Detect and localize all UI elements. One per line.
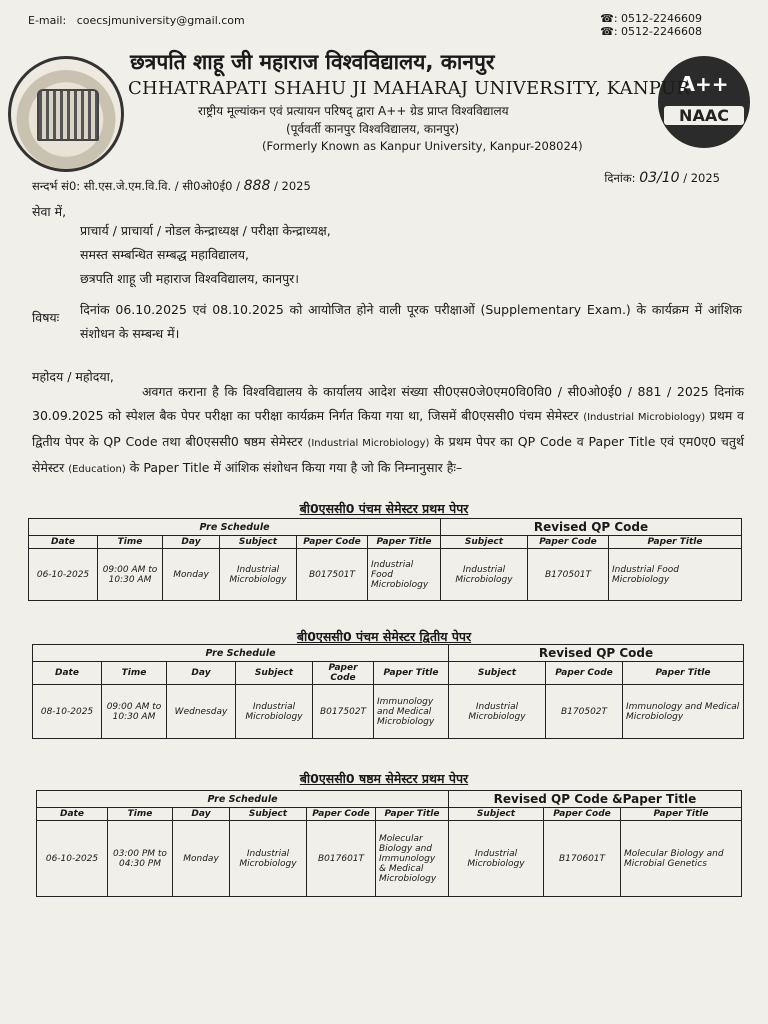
table2-header-paper-title: Paper Title bbox=[374, 662, 449, 685]
date-year: / 2025 bbox=[683, 171, 720, 185]
para-part-d: (Industrial Microbiology) bbox=[307, 438, 430, 449]
table3-header-rev-subject: Subject bbox=[449, 808, 544, 821]
table3-cell-paper-code: B017601T bbox=[307, 821, 376, 897]
table3-header-paper-title: Paper Title bbox=[376, 808, 449, 821]
table3-header-rev-paper-code: Paper Code bbox=[544, 808, 621, 821]
ref-prefix: सन्दर्भ सं0: सी.एस.जे.एम.वि.वि. / सी0ओ0ई0 / bbox=[32, 179, 240, 193]
table1-header-day: Day bbox=[163, 536, 220, 549]
para-part-g: के Paper Title में आंशिक संशोधन किया गया है जो कि निम्नानुसार हैः– bbox=[129, 460, 463, 475]
table3-pre-label: Pre Schedule bbox=[37, 791, 449, 808]
phone-block bbox=[600, 12, 702, 38]
para-part-b: (Industrial Microbiology) bbox=[583, 412, 706, 423]
table2-pre-label: Pre Schedule bbox=[33, 645, 449, 662]
address-line-1: प्राचार्य / प्राचार्या / नोडल केन्द्राध्यक्ष / परीक्षा केन्द्राध्यक्ष, bbox=[80, 223, 331, 238]
schedule-table-2 bbox=[32, 644, 744, 739]
table3-header-subject: Subject bbox=[230, 808, 307, 821]
table-row bbox=[33, 685, 744, 739]
table1-header-paper-title: Paper Title bbox=[368, 536, 441, 549]
table1-revised-label: Revised QP Code bbox=[441, 519, 742, 536]
table1-cell-rev-paper-title: Industrial Food Microbiology bbox=[609, 549, 742, 601]
table3-cell-rev-paper-code: B170601T bbox=[544, 821, 621, 897]
salutation: महोदय / महोदया, bbox=[32, 369, 114, 384]
table3-header-paper-code: Paper Code bbox=[307, 808, 376, 821]
table3-header-day: Day bbox=[173, 808, 230, 821]
accreditation-line: राष्ट्रीय मूल्यांकन एवं प्रत्यायन परिषद् द्वारा A++ ग्रेड प्राप्त विश्वविद्यालय bbox=[198, 104, 509, 118]
table2-header-day: Day bbox=[167, 662, 236, 685]
table3-cell-subject: Industrial Microbiology bbox=[230, 821, 307, 897]
para-part-e: के प्रथम पेपर का QP Code व Paper Title एवं एम0ए0 चतुर्थ सेमेस्टर bbox=[32, 434, 744, 475]
university-logo bbox=[8, 56, 124, 172]
table1-caption: बी0एससी0 पंचम सेमेस्टर प्रथम पेपर bbox=[299, 501, 469, 516]
table1-cell-rev-paper-code: B170501T bbox=[528, 549, 609, 601]
ref-year: / 2025 bbox=[274, 179, 311, 193]
table2-cell-rev-paper-code: B170502T bbox=[546, 685, 623, 739]
ref-number: 888 bbox=[243, 178, 271, 194]
table1-header-rev-paper-code: Paper Code bbox=[528, 536, 609, 549]
naac-seal bbox=[658, 56, 750, 148]
table3-cell-rev-subject: Industrial Microbiology bbox=[449, 821, 544, 897]
logo-building-icon bbox=[37, 89, 99, 141]
table3-cell-paper-title: Molecular Biology and Immunology & Medical Microbiology bbox=[376, 821, 449, 897]
table3-cell-time: 03:00 PM to 04:30 PM bbox=[108, 821, 173, 897]
table1-header-rev-subject: Subject bbox=[441, 536, 528, 549]
table2-header-date: Date bbox=[33, 662, 102, 685]
university-title-english: CHHATRAPATI SHAHU JI MAHARAJ UNIVERSITY, KANPUR bbox=[128, 78, 690, 99]
table2-cell-rev-paper-title: Immunology and Medical Microbiology bbox=[623, 685, 744, 739]
address-line-2: समस्त सम्बन्धित सम्बद्ध महाविद्यालय, bbox=[80, 247, 249, 262]
table1-cell-paper-title: Industrial Food Microbiology bbox=[368, 549, 441, 601]
table-row bbox=[29, 549, 742, 601]
table1-header-rev-paper-title: Paper Title bbox=[609, 536, 742, 549]
table2-header-time: Time bbox=[102, 662, 167, 685]
subject-text: दिनांक 06.10.2025 एवं 08.10.2025 को आयोजित होने वाली पूरक परीक्षाओं (Supplementary Exam.) के कार्यक्रम में आंशिक संशोधन के सम्बन्ध में। bbox=[80, 302, 742, 341]
table1-cell-rev-subject: Industrial Microbiology bbox=[441, 549, 528, 601]
phone-2: ☎: 0512-2246608 bbox=[600, 25, 702, 38]
schedule-table-1 bbox=[28, 518, 742, 601]
schedule-table-3 bbox=[36, 790, 742, 897]
email-line bbox=[28, 14, 245, 27]
phone-1: ☎: 0512-2246609 bbox=[600, 12, 702, 25]
table3-header-date: Date bbox=[37, 808, 108, 821]
subject-label: विषयः bbox=[32, 310, 60, 325]
table1-cell-paper-code: B017501T bbox=[297, 549, 368, 601]
table2-caption: बी0एससी0 पंचम सेमेस्टर द्वितीय पेपर bbox=[296, 629, 472, 644]
naac-label: NAAC bbox=[664, 106, 744, 125]
table2-cell-date: 08-10-2025 bbox=[33, 685, 102, 739]
email-address[interactable]: coecsjmuniversity@gmail.com bbox=[76, 14, 245, 27]
para-part-c: प्रथम व द्वितीय पेपर के QP Code तथा बी0एससी0 षष्ठम सेमेस्टर bbox=[32, 408, 745, 449]
table2-cell-rev-subject: Industrial Microbiology bbox=[449, 685, 546, 739]
reference-number bbox=[32, 178, 311, 194]
table2-cell-paper-title: Immunology and Medical Microbiology bbox=[374, 685, 449, 739]
table2-cell-subject: Industrial Microbiology bbox=[236, 685, 313, 739]
naac-grade: A++ bbox=[679, 72, 729, 96]
former-name-english: (Formerly Known as Kanpur University, Kanpur-208024) bbox=[262, 139, 583, 153]
table3-header-time: Time bbox=[108, 808, 173, 821]
email-label: E-mail: bbox=[28, 14, 67, 27]
table-row bbox=[37, 821, 742, 897]
table2-revised-label: Revised QP Code bbox=[449, 645, 744, 662]
table2-header-subject: Subject bbox=[236, 662, 313, 685]
table1-cell-date: 06-10-2025 bbox=[29, 549, 98, 601]
university-title-hindi: छत्रपति शाहू जी महाराज विश्वविद्यालय, कानपुर bbox=[130, 50, 495, 74]
salutation-to: सेवा में, bbox=[32, 204, 67, 219]
table3-cell-rev-paper-title: Molecular Biology and Microbial Genetics bbox=[621, 821, 742, 897]
date-prefix: दिनांक: bbox=[604, 171, 636, 185]
table2-header-paper-code: Paper Code bbox=[313, 662, 374, 685]
table1-pre-label: Pre Schedule bbox=[29, 519, 441, 536]
table1-header-paper-code: Paper Code bbox=[297, 536, 368, 549]
table3-cell-date: 06-10-2025 bbox=[37, 821, 108, 897]
table1-cell-day: Monday bbox=[163, 549, 220, 601]
table2-cell-paper-code: B017502T bbox=[313, 685, 374, 739]
table2-cell-day: Wednesday bbox=[167, 685, 236, 739]
table2-header-rev-subject: Subject bbox=[449, 662, 546, 685]
date-value: 03/10 bbox=[639, 170, 680, 186]
para-part-f: (Education) bbox=[68, 464, 126, 475]
former-name-hindi: (पूर्ववर्ती कानपुर विश्वविद्यालय, कानपुर) bbox=[286, 122, 460, 136]
table2-cell-time: 09:00 AM to 10:30 AM bbox=[102, 685, 167, 739]
table3-revised-label: Revised QP Code &Paper Title bbox=[449, 791, 742, 808]
table3-cell-day: Monday bbox=[173, 821, 230, 897]
table1-header-subject: Subject bbox=[220, 536, 297, 549]
table3-header-rev-paper-title: Paper Title bbox=[621, 808, 742, 821]
table1-header-time: Time bbox=[98, 536, 163, 549]
body-paragraph bbox=[32, 380, 744, 482]
address-line-3: छत्रपति शाहू जी महाराज विश्वविद्यालय, कानपुर। bbox=[80, 271, 300, 286]
table2-header-rev-paper-code: Paper Code bbox=[546, 662, 623, 685]
table3-caption: बी0एससी0 षष्ठम सेमेस्टर प्रथम पेपर bbox=[299, 771, 469, 786]
table1-header-date: Date bbox=[29, 536, 98, 549]
table2-header-rev-paper-title: Paper Title bbox=[623, 662, 744, 685]
para-part-a: अवगत कराना है कि विश्वविद्यालय के कार्यालय आदेश संख्या सी0एस0जे0एम0वि0वि0 / सी0ओ0ई0 / 881 / 2025 दिनांक 30.09.2025 को स्पेशल बैक पेपर परीक्षा का परीक्षा कार्यक्रम निर्गत किया गया था, जिसमें बी0एससी0 पंचम सेमेस्टर bbox=[32, 384, 744, 423]
table1-cell-time: 09:00 AM to 10:30 AM bbox=[98, 549, 163, 601]
table1-cell-subject: Industrial Microbiology bbox=[220, 549, 297, 601]
letter-date bbox=[604, 170, 720, 186]
